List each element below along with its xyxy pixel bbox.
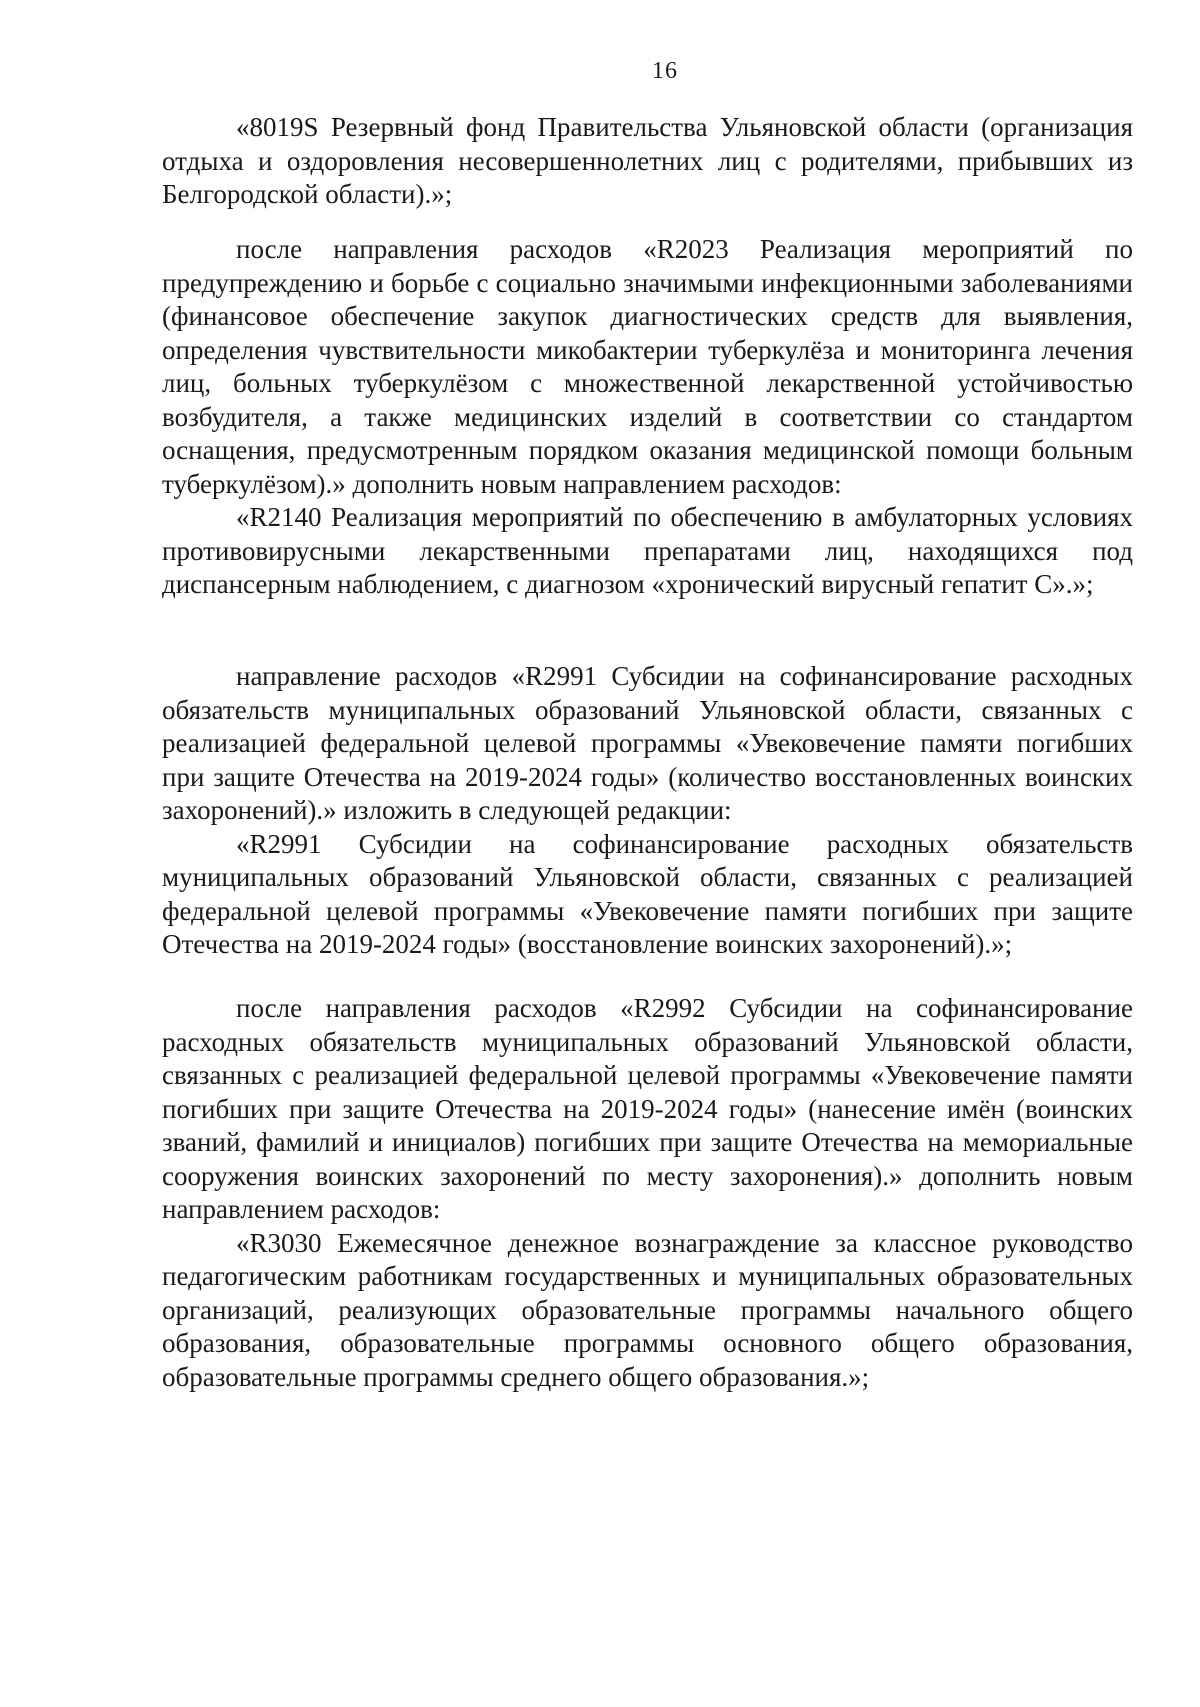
paragraph: «8019S Резервный фонд Правительства Ульяновской области (организация отдыха и оздоровления несовершеннолетних лиц с родителями, прибывших из Белгородской области).»; <box>162 112 1133 209</box>
paragraph: «R2140 Реализация мероприятий по обеспечению в амбулаторных условиях противовирусными лекарственными препаратами лиц, находящихся под диспансерным наблюдением, с диагнозом «хронический вирусный гепатит С».»; <box>162 502 1133 599</box>
page-number: 16 <box>652 58 678 84</box>
paragraph: после направления расходов «R2992 Субсидии на софинансирование расходных обязательств муниципальных образований Ульяновской области, связанных с реализацией федеральной целевой программы «Увековечение памяти погибших при защите Отечества на 2019-2024 годы» (нанесение имён (воинских званий, фамилий и инициалов) погибших при защите Отечества на мемориальные сооружения воинских захоронений по месту захоронения).» дополнить новым направлением расходов: <box>162 993 1133 1224</box>
paragraph: направление расходов «R2991 Субсидии на софинансирование расходных обязательств муниципальных образований Ульяновской области, связанных с реализацией федеральной целевой программы «Увековечение памяти погибших при защите Отечества на 2019-2024 годы» (количество восстановленных воинских захоронений).» изложить в следующей редакции: <box>162 661 1133 825</box>
paragraph: «R3030 Ежемесячное денежное вознаграждение за классное руководство педагогическим работникам государственных и муниципальных образовательных организаций, реализующих образовательные программы начального общего образования, образовательные программы основного общего образования, образовательные программы среднего общего образования.»; <box>162 1227 1133 1392</box>
paragraph: «R2991 Субсидии на софинансирование расходных обязательств муниципальных образований Ульяновской области, связанных с реализацией федеральной целевой программы «Увековечение памяти погибших при защите Отечества на 2019-2024 годы» (восстановление воинских захоронений).»; <box>162 828 1133 959</box>
paragraph: после направления расходов «R2023 Реализация мероприятий по предупреждению и борьбе с социально значимыми инфекционными заболеваниями (финансовое обеспечение закупок диагностических средств для выявления, определения чувствительности микобактерии туберкулёза и мониторинга лечения лиц, больных туберкулёзом с множественной лекарственной устойчивостью возбудителя, а также медицинских изделий в соответствии со стандартом оснащения, предусмотренным порядком оказания медицинской помощи больным туберкулёзом).» дополнить новым направлением расходов: <box>162 234 1133 499</box>
text-block-r2023 <box>162 233 1133 602</box>
text-block-r2991 <box>162 660 1133 962</box>
text-block-reserve-fund <box>162 111 1133 212</box>
text-block-r2992 <box>162 992 1133 1394</box>
